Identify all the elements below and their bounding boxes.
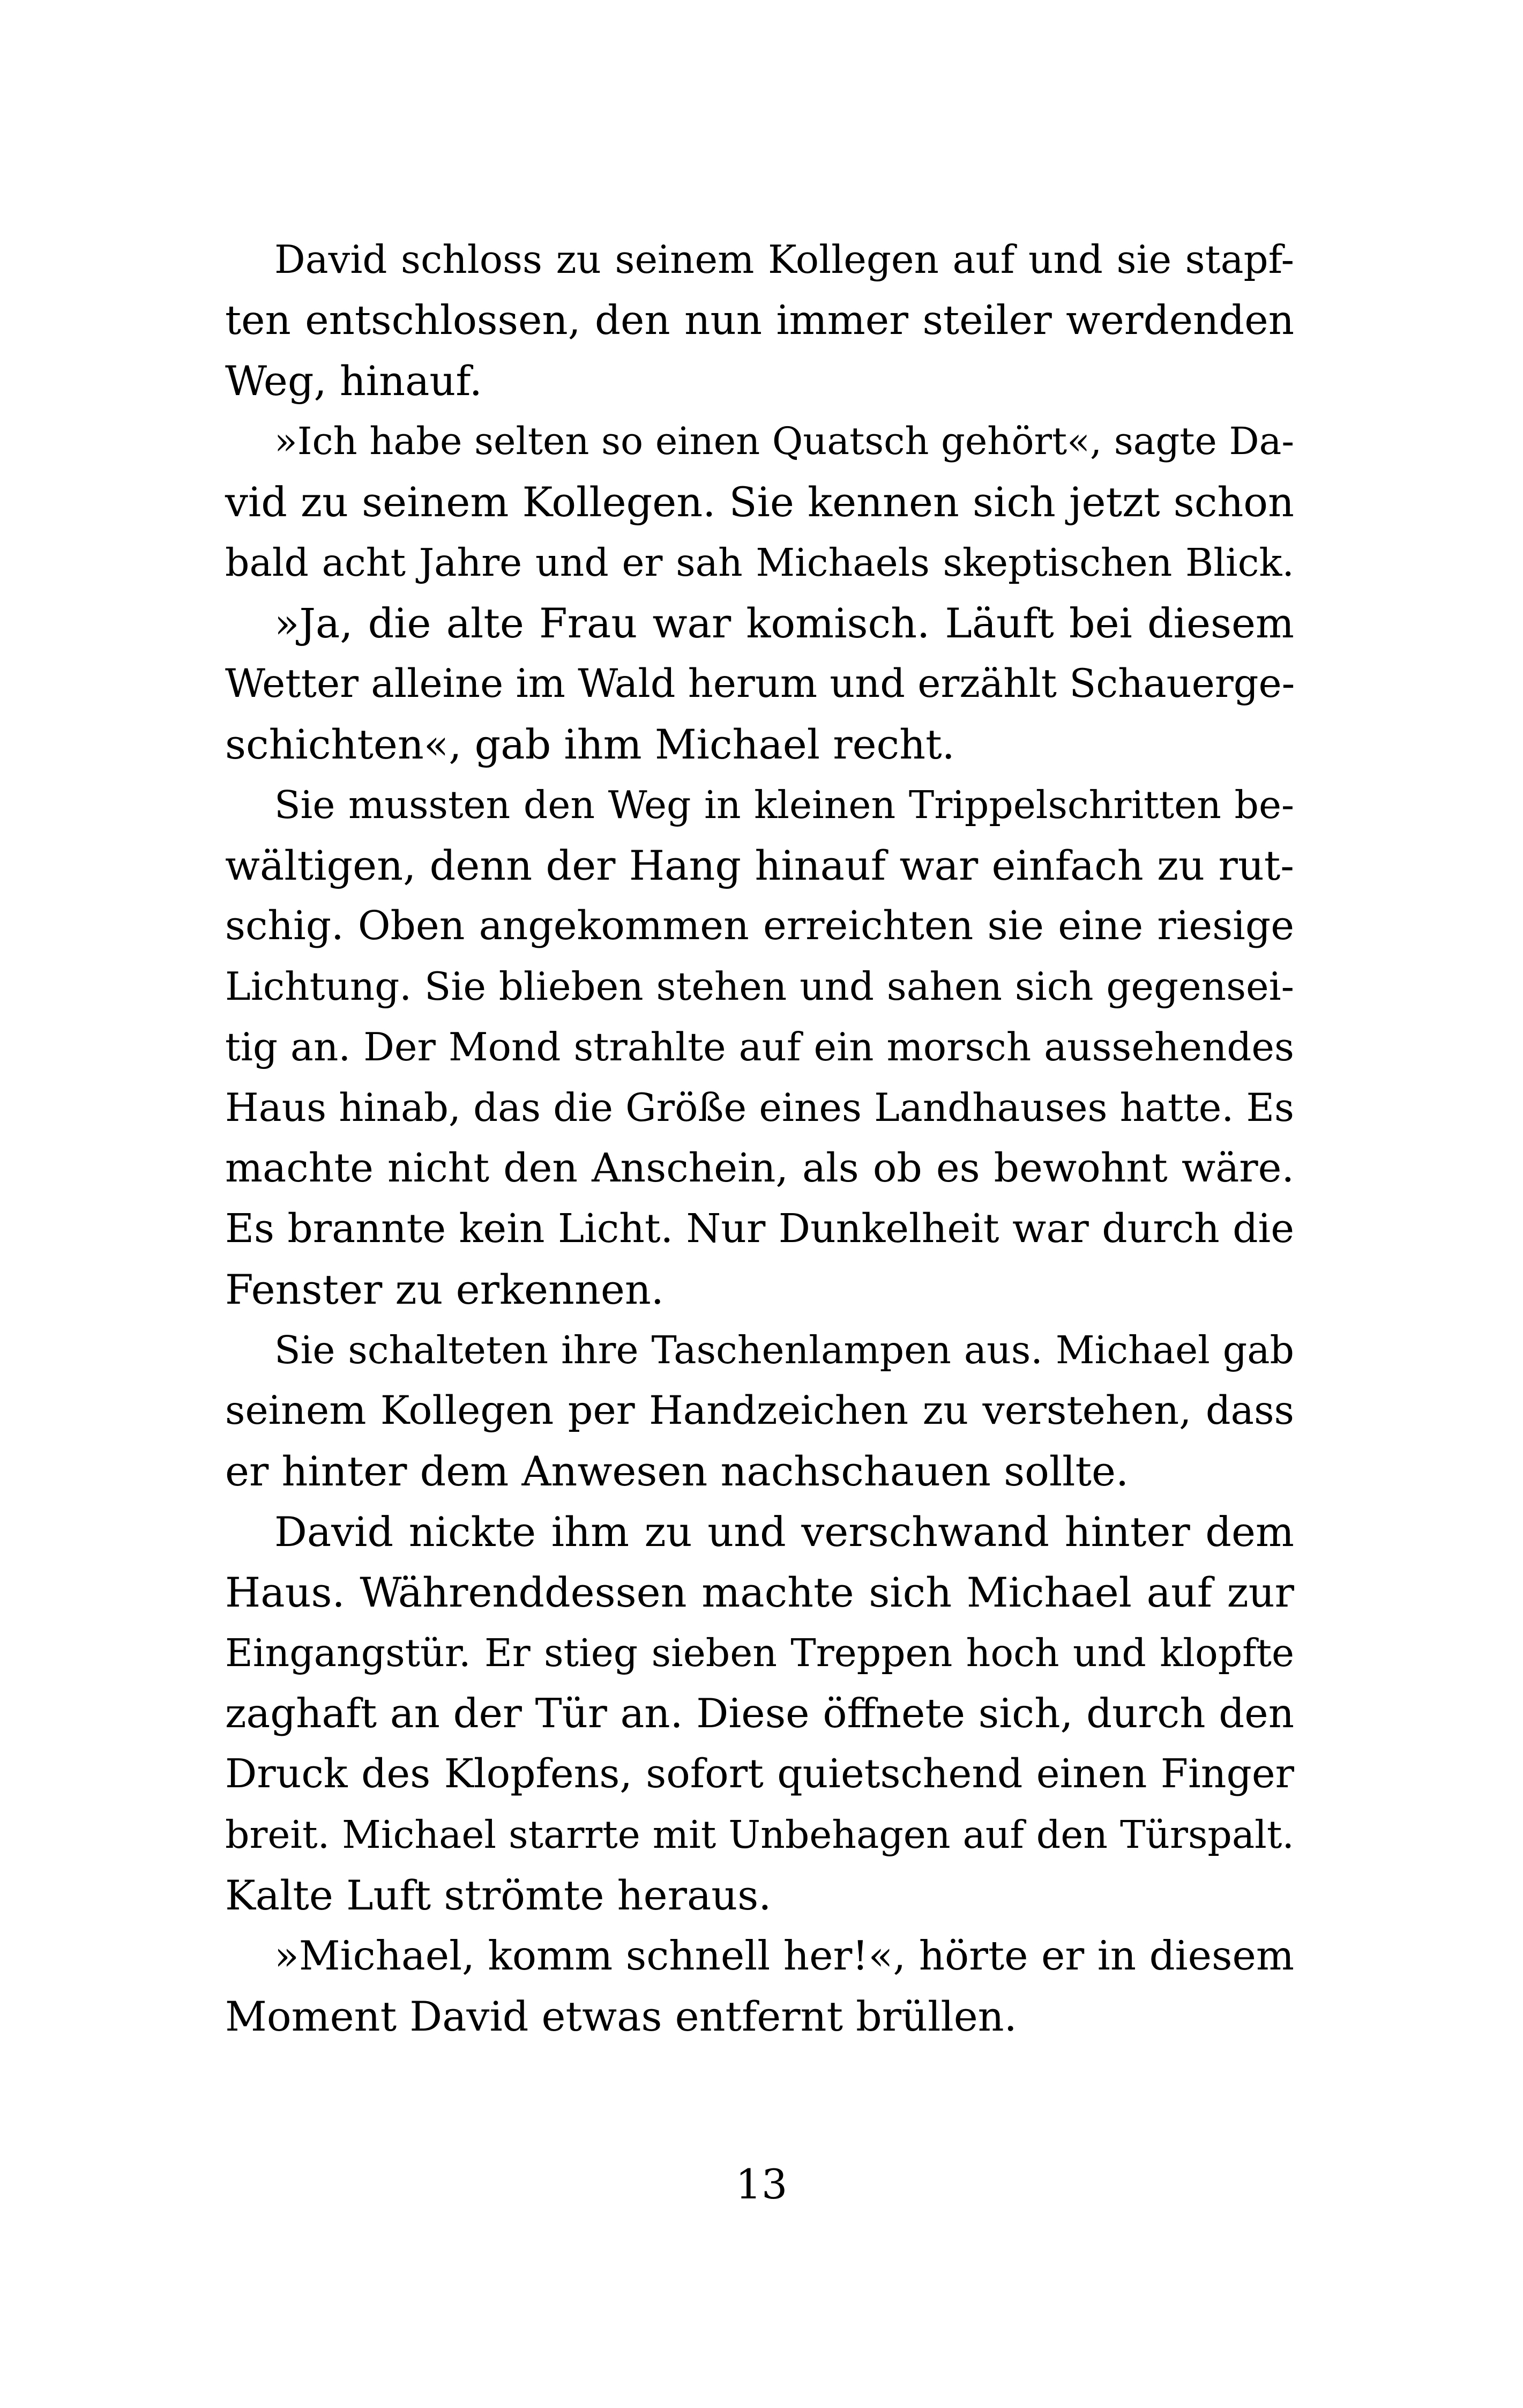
text-line: tig an. Der Mond strahlte auf ein morsch aussehendes bbox=[225, 1024, 1294, 1069]
body-text bbox=[225, 229, 1294, 2047]
text-line: Eingangstür. Er stieg sieben Treppen hoch und klopfte bbox=[225, 1631, 1294, 1675]
page-number: 13 bbox=[735, 2160, 788, 2208]
text-line: »Ja, die alte Frau war komisch. Läuft bei diesem bbox=[274, 599, 1294, 647]
text-line: schig. Oben angekommen erreichten sie eine riesige bbox=[225, 903, 1294, 949]
text-line: machte nicht den Anschein, als ob es bewohnt wäre. bbox=[225, 1145, 1294, 1191]
text-line: »Michael, komm schnell her!«, hörte er in diesem bbox=[274, 1932, 1294, 1979]
text-line: ten entschlossen, den nun immer steiler werdenden bbox=[225, 296, 1294, 344]
text-line: zaghaft an der Tür an. Diese öffnete sich, durch den bbox=[225, 1690, 1294, 1737]
text-line: bald acht Jahre und er sah Michaels skeptischen Blick. bbox=[225, 540, 1294, 585]
text-line: Wetter alleine im Wald herum und erzählt Schauerge- bbox=[225, 661, 1295, 707]
text-line: seinem Kollegen per Handzeichen zu verstehen, dass bbox=[225, 1388, 1294, 1433]
text-line: Haus. Währenddessen machte sich Michael auf zur bbox=[225, 1569, 1294, 1616]
text-line: Moment David etwas entfernt brüllen. bbox=[225, 1993, 1017, 2040]
text-line: schichten«, gab ihm Michael recht. bbox=[225, 720, 955, 768]
text-line: Kalte Luft strömte heraus. bbox=[225, 1871, 772, 1919]
text-line: David nickte ihm zu und verschwand hinter dem bbox=[274, 1508, 1294, 1556]
text-line: vid zu seinem Kollegen. Sie kennen sich jetzt schon bbox=[225, 478, 1294, 526]
text-line: Weg, hinauf. bbox=[225, 357, 482, 405]
text-line: er hinter dem Anwesen nachschauen sollte. bbox=[225, 1447, 1129, 1495]
text-line: Lichtung. Sie blieben stehen und sahen sich gegensei- bbox=[225, 964, 1294, 1009]
text-line: Fenster zu erkennen. bbox=[225, 1266, 664, 1313]
text-line: David schloss zu seinem Kollegen auf und sie stapf- bbox=[274, 237, 1294, 282]
text-line: wältigen, denn der Hang hinauf war einfach zu rut- bbox=[225, 842, 1294, 889]
text-line: breit. Michael starrte mit Unbehagen auf den Türspalt. bbox=[225, 1812, 1294, 1857]
text-line: Haus hinab, das die Größe eines Landhauses hatte. Es bbox=[225, 1085, 1294, 1130]
text-line: Es brannte kein Licht. Nur Dunkelheit war durch die bbox=[225, 1206, 1294, 1252]
text-line: Druck des Klopfens, sofort quietschend einen Finger bbox=[225, 1751, 1294, 1797]
text-line: Sie schalteten ihre Taschenlampen aus. Michael gab bbox=[274, 1328, 1294, 1372]
text-line: »Ich habe selten so einen Quatsch gehört«, sagte Da- bbox=[274, 419, 1294, 463]
text-line: Sie mussten den Weg in kleinen Trippelschritten be- bbox=[274, 783, 1294, 827]
